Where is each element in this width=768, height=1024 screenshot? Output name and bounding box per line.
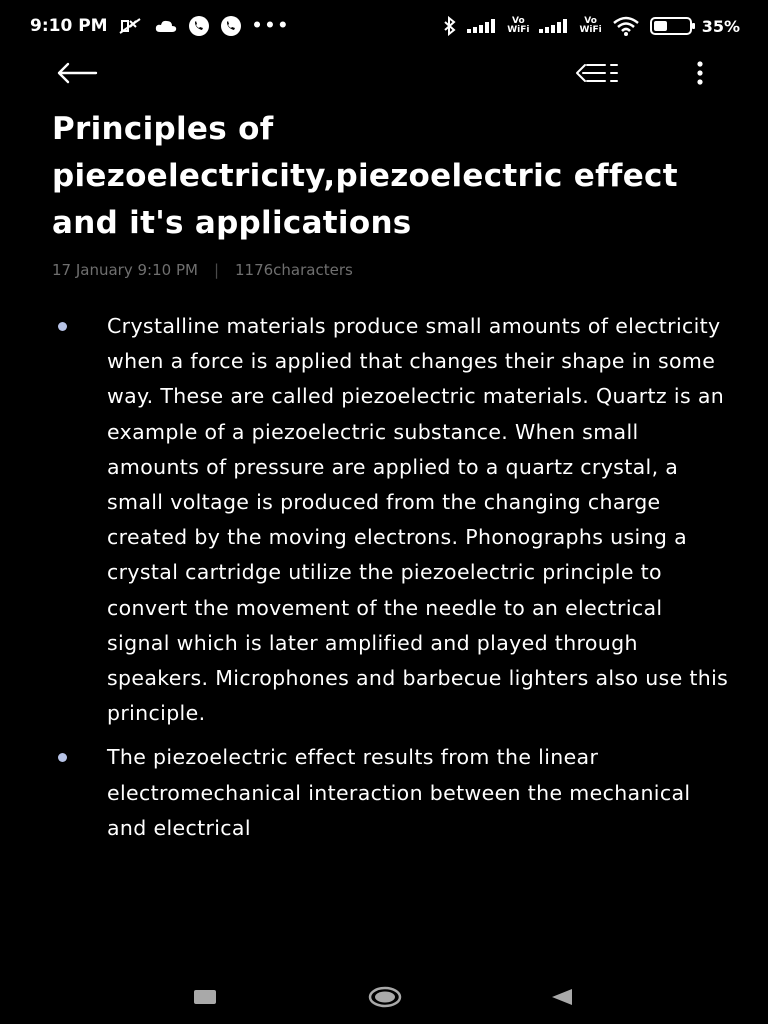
recents-button[interactable] — [194, 990, 216, 1004]
more-notifications-indicator: ••• — [251, 16, 291, 36]
status-left — [30, 15, 290, 37]
home-button[interactable] — [368, 986, 402, 1008]
app-bar — [0, 52, 768, 98]
note-title[interactable]: Principles of piezoelectricity,piezoelectric effect and it's applications — [52, 111, 678, 241]
back-arrow-icon — [56, 62, 98, 88]
battery-icon — [650, 16, 696, 36]
meta-separator: | — [213, 261, 219, 279]
bullet-icon — [58, 753, 67, 762]
whatsapp-icon — [188, 15, 210, 37]
more-options-button[interactable] — [684, 58, 716, 92]
cloud-icon — [154, 18, 178, 34]
wifi-icon — [612, 16, 640, 36]
whatsapp-icon — [220, 15, 242, 37]
list-item[interactable] — [52, 740, 732, 846]
table-of-contents-icon — [573, 61, 621, 89]
vowifi-label: Vo WiFi — [507, 16, 530, 35]
signal-icon — [539, 19, 569, 33]
note-body[interactable] — [52, 309, 732, 969]
status-right — [443, 16, 740, 36]
status-time: 9:10 PM — [30, 16, 108, 36]
notification-muted-icon — [118, 17, 144, 35]
table-of-contents-button[interactable] — [572, 60, 622, 90]
note-header — [52, 106, 732, 279]
bluetooth-icon — [443, 16, 457, 36]
signal-icon — [467, 19, 497, 33]
note-meta — [52, 261, 732, 279]
list-item-text: Crystalline materials produce small amounts of electricity when a force is applied that changes their shape in some way. These are called piezoelectric materials. Quartz is an example of a piezoelectric substance. When small amounts of pressure are applied to a quartz crystal, a small voltage is produced from the changing charge created by the moving electrons. Phonographs using a crystal cartridge utilize the piezoelectric principle to convert the movement of the needle to an electrical signal which is later amplified and played through speakers. Microphones and barbecue lighters also use this principle. — [107, 314, 729, 726]
list-item[interactable] — [52, 309, 732, 731]
nav-back-button[interactable] — [550, 988, 574, 1006]
battery-percent: 35% — [701, 16, 740, 36]
note-date: 17 January 9:10 PM — [52, 261, 198, 279]
navigation-bar — [0, 970, 768, 1024]
home-icon — [368, 993, 402, 1012]
back-button[interactable] — [55, 60, 99, 90]
note-char-count: 1176characters — [235, 261, 353, 279]
bullet-icon — [58, 322, 67, 331]
more-vertical-icon — [696, 61, 704, 89]
battery-indicator — [650, 16, 740, 36]
list-item-text: The piezoelectric effect results from the linear electromechanical interaction between the mechanical and electrical — [107, 745, 691, 840]
vowifi-label: Vo WiFi — [579, 16, 602, 35]
back-triangle-icon — [550, 991, 574, 1010]
status-bar — [0, 0, 768, 52]
